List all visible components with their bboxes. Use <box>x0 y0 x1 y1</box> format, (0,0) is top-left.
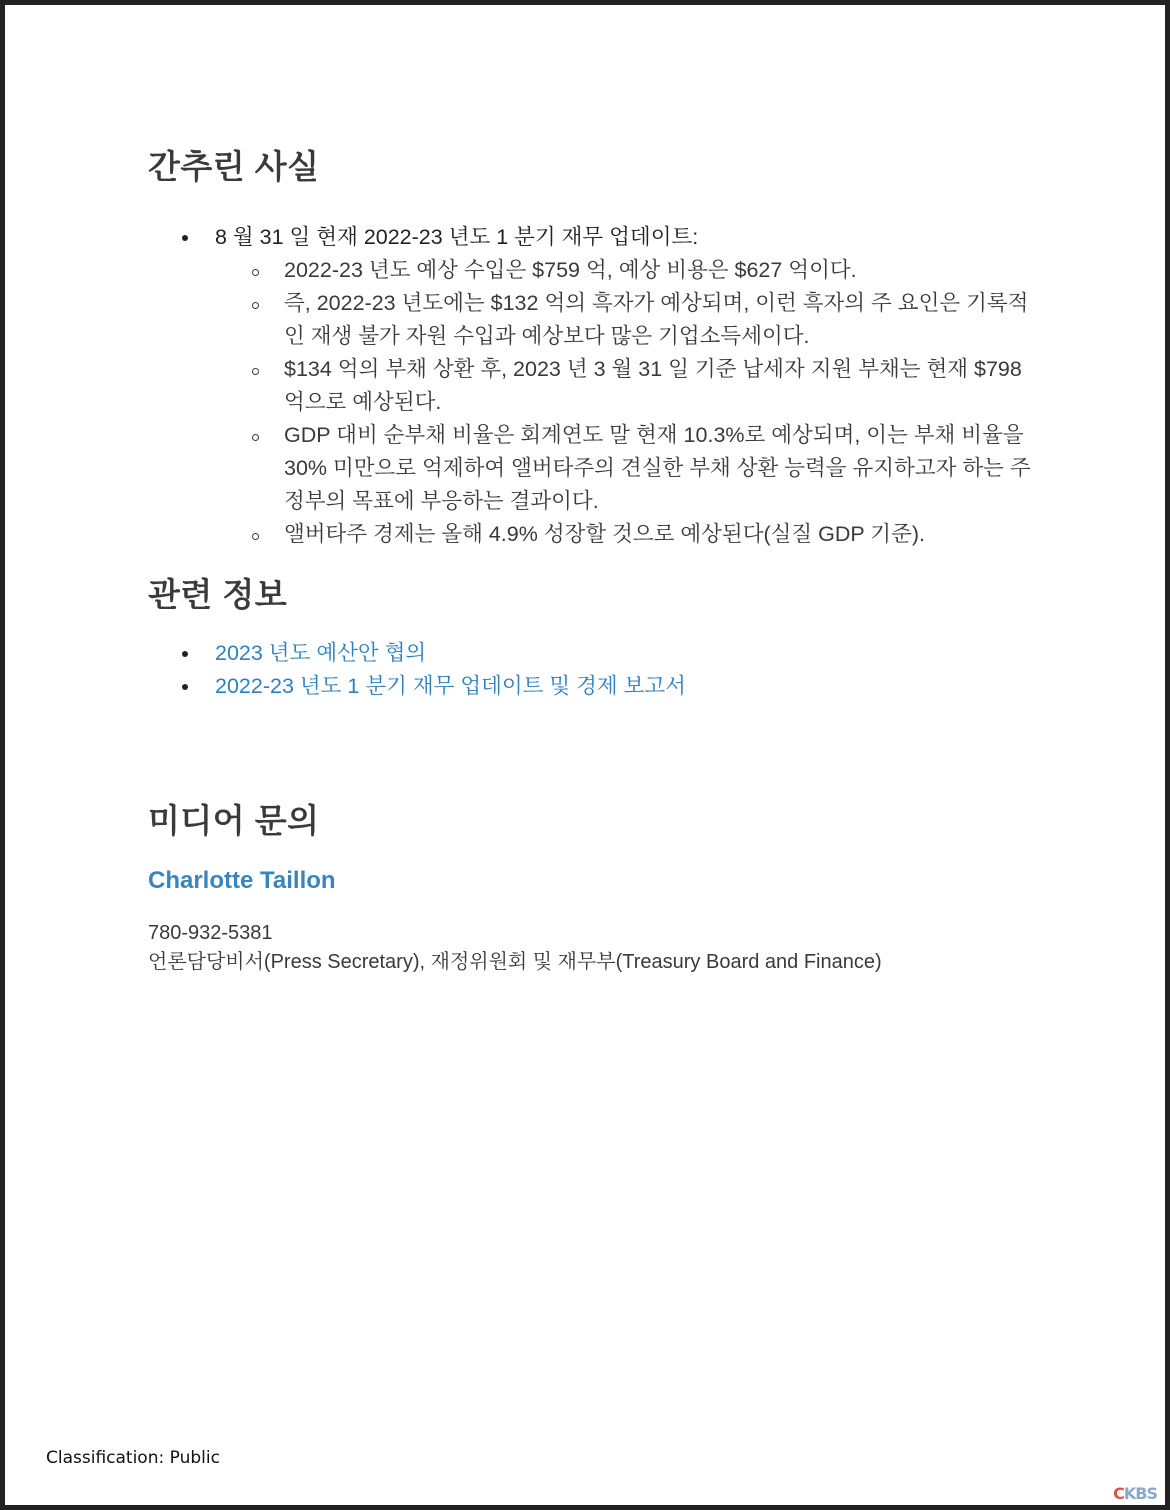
budget-consultation-link[interactable]: 2023 년도 예산안 협의 <box>215 641 427 665</box>
facts-list <box>148 221 1038 551</box>
related-links-list <box>148 637 1038 703</box>
list-item <box>148 353 1038 419</box>
list-item <box>148 287 1038 353</box>
watermark-text: KBS <box>1123 1484 1157 1503</box>
watermark-letter: C <box>1113 1484 1124 1503</box>
facts-bullet-text: 8 월 31 일 현재 2022-23 년도 1 분기 재무 업데이트: <box>215 225 699 249</box>
contact-title: 언론담당비서(Press Secretary), 재정위원회 및 재무부(Treasury Board and Finance) <box>148 951 882 973</box>
list-item <box>148 419 1038 518</box>
list-item <box>148 518 1038 551</box>
sub-item-text: 앨버타주 경제는 올해 4.9% 성장할 것으로 예상된다(실질 GDP 기준). <box>284 522 925 546</box>
hollow-bullet-icon <box>252 368 259 375</box>
facts-sub-list <box>215 254 1038 551</box>
hollow-bullet-icon <box>252 302 259 309</box>
sub-item-text: $134 억의 부채 상환 후, 2023 년 3 월 31 일 기준 납세자 지원 부채는 현재 $798 억으로 예상된다. <box>284 357 1022 414</box>
sub-item-text: GDP 대비 순부채 비율은 회계연도 말 현재 10.3%로 예상되며, 이는 부채 비율을 30% 미만으로 억제하여 앨버타주의 견실한 부채 상환 능력을 유지하고자 하는 주 정부의 목표에 부응하는 결과이다. <box>284 423 1031 513</box>
hollow-bullet-icon <box>252 434 259 441</box>
watermark-logo <box>1113 1484 1157 1503</box>
contact-phone: 780-932-5381 <box>148 922 273 944</box>
fiscal-update-report-link[interactable]: 2022-23 년도 1 분기 재무 업데이트 및 경제 보고서 <box>215 674 686 698</box>
list-item <box>148 637 1038 670</box>
bullet-dot-icon <box>182 651 188 657</box>
page-content <box>148 143 1038 977</box>
related-heading: 관련 정보 <box>148 576 288 613</box>
media-heading: 미디어 문의 <box>148 802 320 839</box>
sub-item-text: 즉, 2022-23 년도에는 $132 억의 흑자가 예상되며, 이런 흑자의 주 요인은 기록적인 재생 불가 자원 수입과 예상보다 많은 기업소득세이다. <box>284 291 1029 348</box>
hollow-bullet-icon <box>252 269 259 276</box>
list-item <box>148 254 1038 287</box>
hollow-bullet-icon <box>252 533 259 540</box>
list-item <box>148 221 1038 551</box>
sub-item-text: 2022-23 년도 예상 수입은 $759 억, 예상 비용은 $627 억이다. <box>284 258 857 282</box>
list-item <box>148 670 1038 703</box>
classification-label: Classification: Public <box>46 1448 220 1468</box>
contact-name: Charlotte Taillon <box>148 867 336 894</box>
bullet-dot-icon <box>182 235 188 241</box>
facts-heading: 간추린 사실 <box>148 148 320 185</box>
bullet-dot-icon <box>182 684 188 690</box>
